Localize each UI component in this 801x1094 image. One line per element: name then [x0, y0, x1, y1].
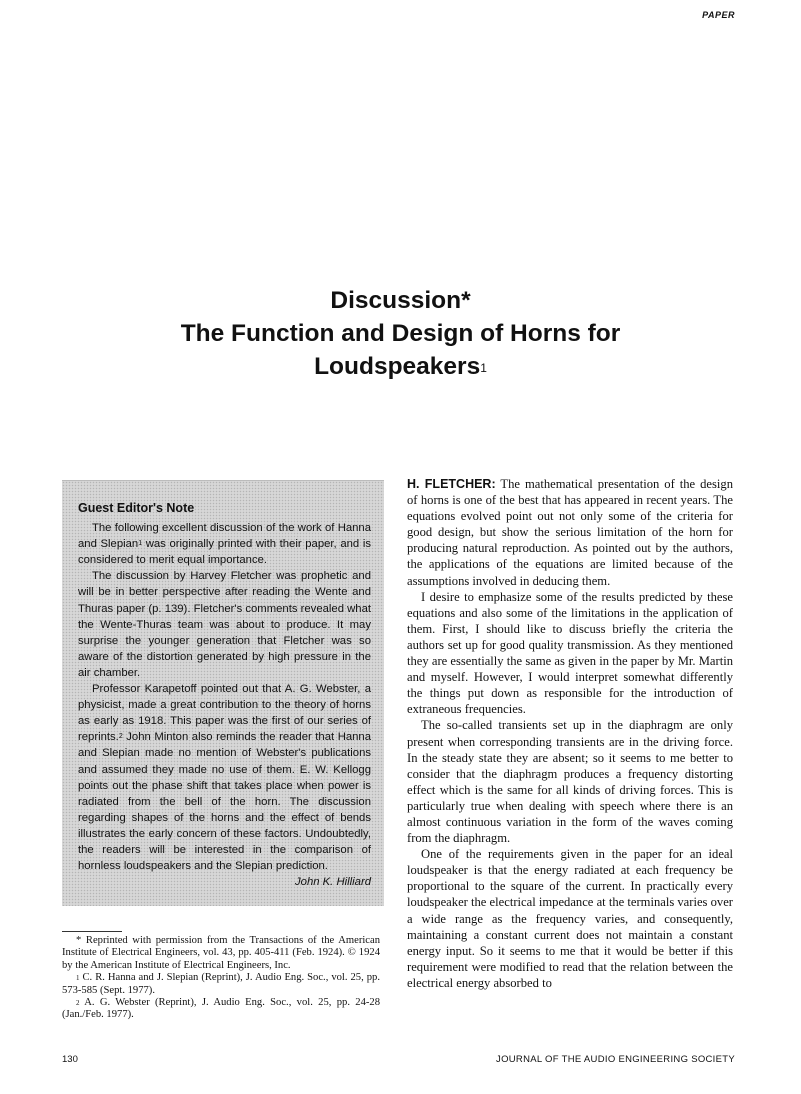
title-line-2: The Function and Design of Horns for: [180, 320, 621, 347]
title-line-3: [0, 350, 801, 383]
footnote-2-text: A. G. Webster (Reprint), J. Audio Eng. Soc., vol. 25, pp. 24-28 (Jan./Feb. 1977).: [62, 997, 380, 1021]
footnotes: [62, 935, 380, 1022]
editor-note-p3-text-a: Professor Karapetoff pointed out that A. G. Webster, a physicist, made a great contribution to the theory of horns as early as 1918. This paper was the first of our series of reprints.: [78, 683, 371, 744]
footnote-1-marker: 1: [76, 974, 80, 983]
footnote-1: [62, 972, 380, 997]
discussion-paragraph-4: One of the requirements given in the paper for an ideal loudspeaker is that the energy radiated at each frequency be proportional to the square of the current. In practically every loudspeaker the electrical impedance at the terminals varies over a wide range as the frequency varies, and consequently, maintaining a constant current does not maintain a constant energy input. So it seems to me that it would be better if this requirement were modified to read that the relation between the electrical energy absorbed to: [407, 847, 733, 990]
title-line-1: Discussion*: [330, 287, 471, 314]
footnote-1-text: C. R. Hanna and J. Slepian (Reprint), J. Audio Eng. Soc., vol. 25, pp. 573-585 (Sept. 1977).: [62, 972, 380, 996]
discussion-p1-text: The mathematical presentation of the design of horns is one of the best that has appeared in recent years. The equations evolved point out not only some of the criteria for good design, but show the serious limitation of the horn for producing natural reproduction. As pointed out by the authors, the applications of the equations are limited because of the assumptions involved in deducing them.: [407, 477, 733, 588]
fletcher-discussion: [407, 476, 733, 991]
journal-name: JOURNAL OF THE AUDIO ENGINEERING SOCIETY: [496, 1054, 735, 1065]
page-number: 130: [62, 1054, 78, 1065]
editor-note-p3-text-b: John Minton also reminds the reader that Hanna and Slepian made no mention of Webster's publications and assumed they made no use of them. E. W. Kellogg points out the phase shift that takes place when power is radiated from the bell of the horn. The discussion regarding shapes of the horns and the effect of bends illustrates the early concern of these factors. Undoubtedly, the readers will be interested in the comparison of hornless loudspeakers and the Slepian prediction.: [78, 731, 371, 873]
editor-note-heading: Guest Editor's Note: [78, 501, 195, 515]
editor-note-paragraph-1: [78, 520, 371, 568]
editor-note-p1-text-a: The following excellent discussion of the work of Hanna and Slepian: [78, 522, 371, 551]
footnote-divider: [62, 931, 122, 932]
footnote-star: * Reprinted with permission from the Transactions of the American Institute of Electrical Engineers, vol. 43, pp. 405-411 (Feb. 1924). © 1924 by the American Institute of Electrical Engineers, Inc.: [62, 935, 380, 971]
discussion-paragraph-3: The so-called transients set up in the diaphragm are only present when corresponding transients are in the driving force. In the steady state they are absent; so it seems to me better to consider that the diaphragm produces a frequency distorting effect which is the same for all kinds of driving forces. This is particularly true when dealing with speech where there is an almost continuous variation in the form of the waves coming from the diaphragm.: [407, 718, 733, 846]
section-tag: PAPER: [702, 10, 735, 20]
editor-note-p3-sup: 2: [118, 733, 123, 741]
editor-signature: John K. Hilliard: [295, 876, 371, 889]
speaker-name: H. FLETCHER:: [407, 477, 496, 491]
editor-note-p1-text-b: was originally printed with their paper, and is considered to merit equal importance.: [78, 538, 371, 567]
discussion-paragraph-2: I desire to emphasize some of the results predicted by these equations and also some of the limitations in the application of them. First, I should like to discuss briefly the criteria the authors set up for good quality transmission. As they mentioned they are essentially the same as given in the paper by Mr. Martin and myself. However, I would interpret somewhat differently the things put down as responsible for the introduction of extraneous frequencies.: [407, 589, 733, 717]
footnote-2-marker: 2: [76, 999, 80, 1008]
title-footnote-marker: 1: [480, 361, 487, 375]
article-title: [0, 284, 801, 383]
title-line-3-text: Loudspeakers: [314, 353, 481, 380]
discussion-paragraph-1: [407, 476, 733, 589]
editor-note-paragraph-3: [78, 681, 371, 874]
guest-editor-note: [62, 480, 384, 906]
editor-note-paragraph-2: The discussion by Harvey Fletcher was prophetic and will be in better perspective after reading the Wente and Thuras paper (p. 139). Fletcher's comments revealed what the Wente-Thuras team was about to produce. It may surprise the younger generation that Fletcher was so aware of the distortion generated by high pressure in the air chamber.: [78, 570, 371, 679]
editor-note-p1-sup: 1: [138, 540, 143, 548]
footnote-2: [62, 997, 380, 1022]
